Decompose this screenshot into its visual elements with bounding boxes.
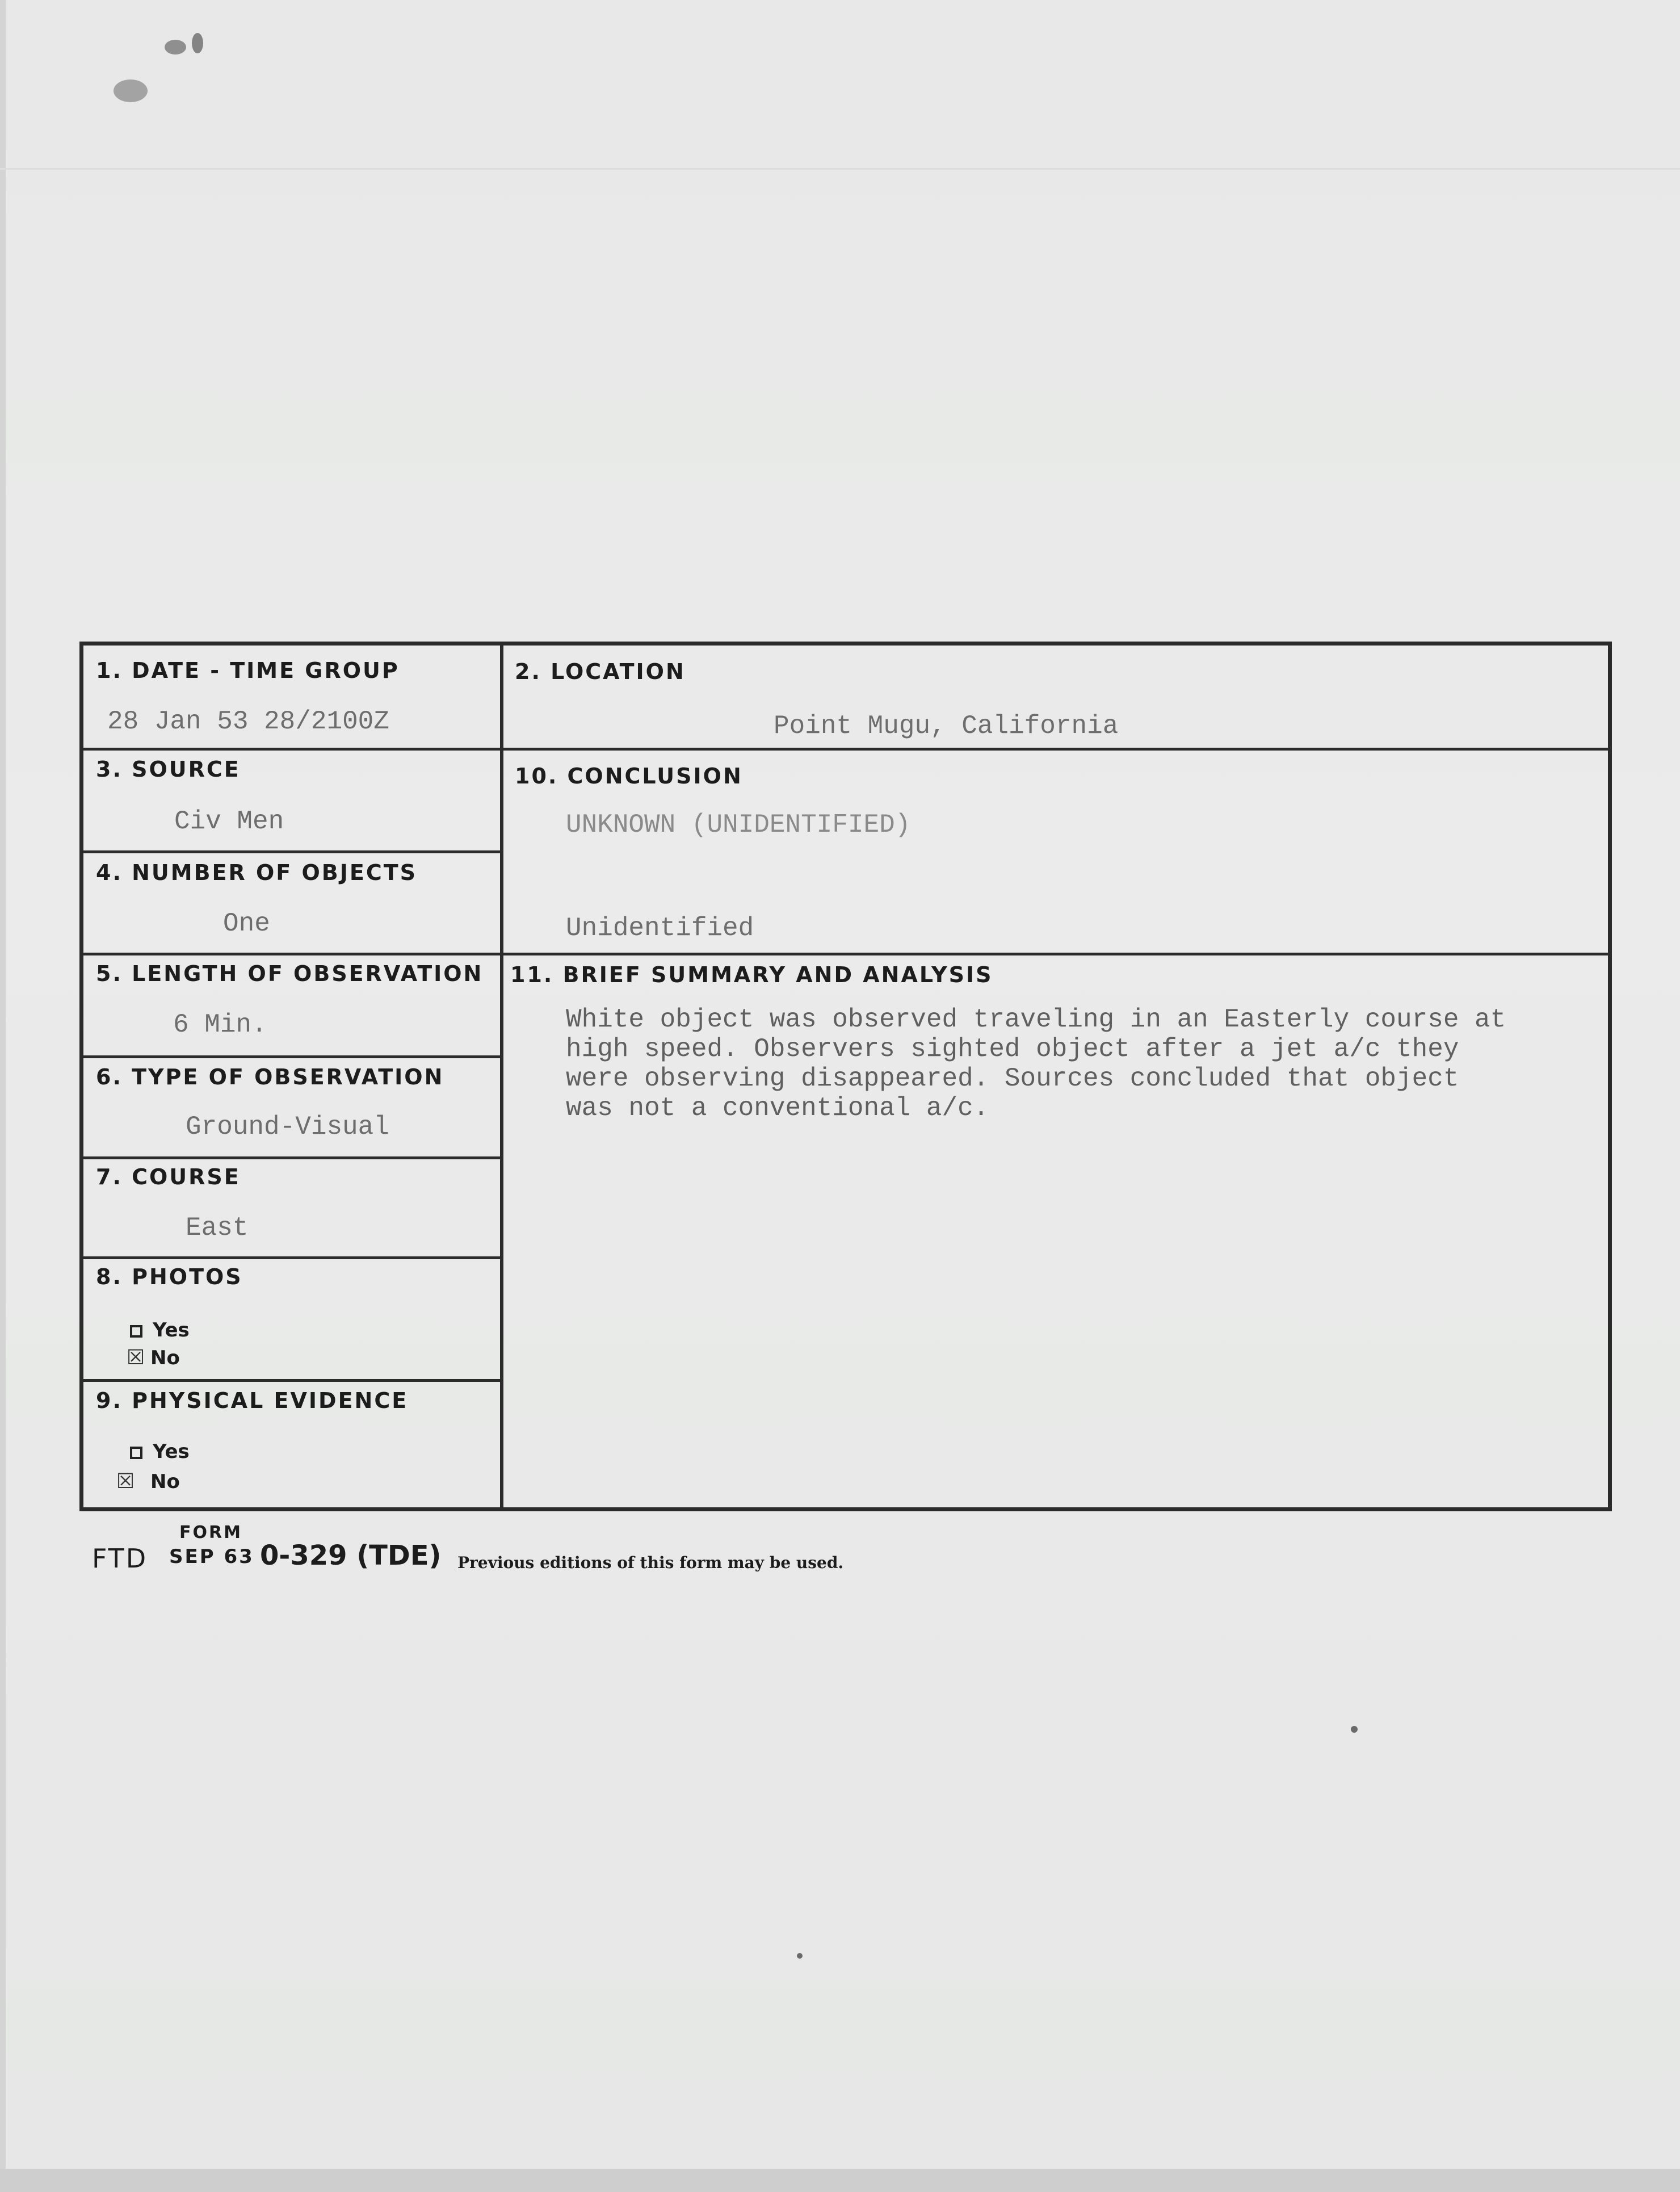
footer-sep-date: SEP 63 [169, 1545, 254, 1568]
summary-text: White object was observed traveling in an Easterly course at high speed. Observers sighted object after a jet a/c they were observing disappeared. Sources concluded that object was not a conventional a/c. [566, 1005, 1506, 1123]
location-label: 2. LOCATION [515, 659, 686, 684]
date-time-label: 1. DATE - TIME GROUP [96, 658, 400, 683]
course-label: 7. COURSE [96, 1164, 241, 1189]
source-label: 3. SOURCE [96, 757, 241, 782]
physical-evidence-no-option [116, 1470, 180, 1493]
photos-label: 8. PHOTOS [96, 1264, 243, 1289]
number-of-objects-label: 4. NUMBER OF OBJECTS [96, 860, 418, 885]
course-value: East [186, 1213, 249, 1243]
form-divider [83, 850, 503, 853]
form-divider [83, 1156, 503, 1159]
conclusion-label: 10. CONCLUSION [515, 764, 743, 789]
scan-smudge [165, 40, 186, 55]
photos-yes-checkbox [130, 1325, 142, 1338]
photos-no-option [127, 1346, 180, 1369]
footer-ftd: FTD [92, 1543, 148, 1574]
source-value: Civ Men [174, 807, 284, 836]
type-of-observation-label: 6. TYPE OF OBSERVATION [96, 1064, 444, 1089]
summary-label: 11. BRIEF SUMMARY AND ANALYSIS [510, 962, 993, 987]
type-of-observation-value: Ground-Visual [186, 1112, 389, 1142]
date-time-value: 28 Jan 53 28/2100Z [107, 707, 389, 736]
form-divider [83, 1379, 503, 1382]
length-of-observation-label: 5. LENGTH OF OBSERVATION [96, 961, 484, 986]
physical-evidence-yes-checkbox [130, 1447, 142, 1459]
paper-crease [0, 168, 1680, 170]
number-of-objects-value: One [223, 909, 270, 938]
form-divider [83, 1256, 503, 1259]
length-of-observation-value: 6 Min. [173, 1010, 267, 1040]
scan-smudge [797, 1953, 803, 1959]
ufo-report-form [79, 642, 1612, 1511]
checkbox-checked-icon: ☒ [127, 1346, 145, 1369]
scan-smudge [114, 79, 148, 102]
physical-evidence-label: 9. PHYSICAL EVIDENCE [96, 1388, 409, 1413]
footer-form-number: 0-329 (TDE) [260, 1540, 442, 1571]
physical-evidence-yes-label: Yes [153, 1440, 190, 1463]
checkbox-checked-icon: ☒ [116, 1470, 135, 1493]
form-divider [83, 953, 1608, 955]
conclusion-line2: Unidentified [566, 913, 754, 943]
footer-note: Previous editions of this form may be used. [457, 1553, 844, 1572]
photos-yes-option [130, 1319, 190, 1342]
form-divider [83, 1055, 503, 1058]
conclusion-line1: UNKNOWN (UNIDENTIFIED) [566, 810, 911, 840]
form-divider [83, 748, 1608, 751]
physical-evidence-yes-option [130, 1440, 190, 1463]
footer-form-word: FORM [179, 1523, 242, 1543]
scan-bottom-edge [0, 2169, 1680, 2192]
scan-smudge [192, 33, 203, 53]
location-value: Point Mugu, California [774, 711, 1119, 741]
physical-evidence-no-label: No [150, 1470, 180, 1493]
scan-smudge [1351, 1726, 1358, 1733]
scan-left-edge [0, 0, 6, 2192]
photos-yes-label: Yes [153, 1319, 190, 1342]
photos-no-label: No [150, 1347, 180, 1369]
